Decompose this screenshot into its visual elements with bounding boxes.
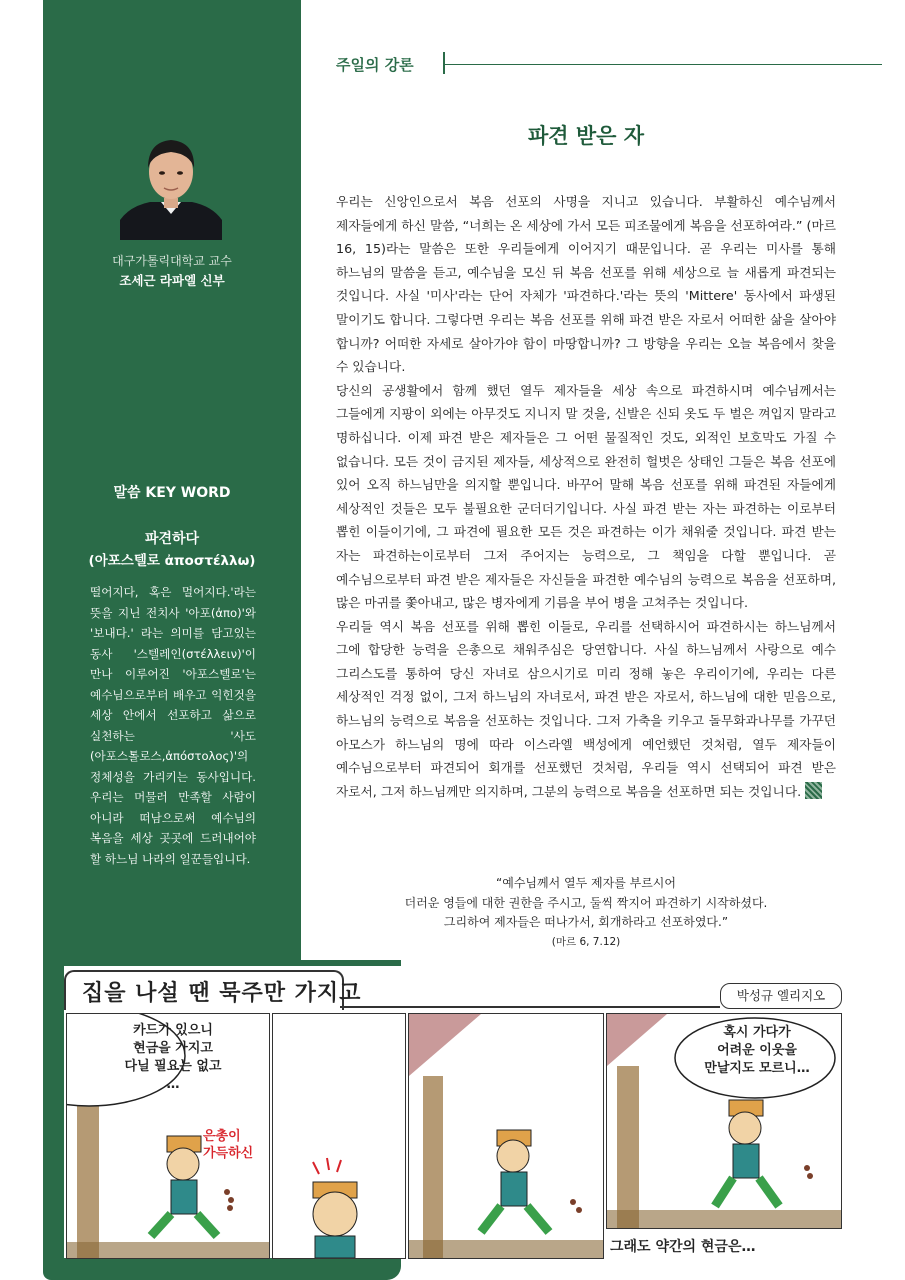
comic-title: 집을 나설 땐 묵주만 가지고 xyxy=(82,981,362,1006)
end-mark-icon xyxy=(805,782,822,799)
speech-line: 카드가 있으니 xyxy=(133,1023,213,1038)
quote-line: 그리하여 제자들은 떠나가서, 회개하라고 선포하였다.” xyxy=(443,915,729,929)
prayer-line: 은총이 xyxy=(203,1129,241,1144)
author-portrait xyxy=(120,128,222,240)
scripture-quote xyxy=(336,874,836,952)
article-title: 파견 받은 자 xyxy=(527,124,645,148)
keyword-term: 파견하다 xyxy=(144,531,200,547)
prayer-line: 가득하신 xyxy=(203,1146,254,1161)
article-paragraph: 우리는 신앙인으로서 복음 선포의 사명을 지니고 있습니다. 부활하신 예수님께서 제자들에게 하신 말씀, “너희는 온 세상에 가서 모든 피조물에게 복음을 선포하여라.” (마르 16, 15)라는 말씀은 또한 우리들에게 이어지기 때문입니다. 곧 우리는 미사를 통해 하느님의 말씀을 듣고, 예수님을 모신 뒤 복음 선포를 위해 세상으로 늘 새롭게 파견되는 것입니다. 사실 '미사'라는 단어 자체가 '파견하다.'라는 뜻의 'Mittere' 동사에서 파생된 말이기도 합니다. 그렇다면 우리는 복음 선포를 위해 파견 받은 자로서 어떠한 삶을 살아야 합니까? 어떠한 자세로 살아가야 함이 마땅합니까? 그 방향을 우리는 오늘 복음에서 찾을 수 있습니다. xyxy=(336,194,836,375)
author-affiliation: 대구가톨릭대학교 교수 xyxy=(112,254,232,268)
quote-line: 더러운 영들에 대한 권한을 주시고, 둘씩 짝지어 파견하기 시작하셨다. xyxy=(404,895,768,910)
article-body xyxy=(336,190,836,803)
speech-line: 현금을 가지고 xyxy=(133,1041,213,1056)
speech-line: 어려운 이웃을 xyxy=(717,1043,797,1058)
panel-2-art xyxy=(273,1014,405,1258)
keyword-body: 떨어지다, 혹은 멀어지다.'라는 뜻을 지닌 전치사 '아포(ἀπο)'와 '보내다.' 라는 의미를 담고있는 동사 '스텔레인(στέλλειν)'이 만나 이루어진 '아포스텔로'는 예수님으로부터 배우고 익힌것을 세상 안에서 선포하고 삶으로 실천하는 '사도(아포스톨로스,ἀπόστολος)'의 정체성을 가리키는 동사입니다. 우리는 머물러 만족할 사람이 아니라 떠남으로써 예수님의 복음을 세상 곳곳에 드러내어야 할 하느님 나라의 일꾼들입니다. xyxy=(90,585,256,866)
quote-source: (마르 6, 7.12) xyxy=(551,935,621,948)
comic-title-rule xyxy=(340,1006,720,1008)
comic-author: 박성규 엘리지오 xyxy=(720,983,842,1009)
article-paragraph-text: 우리들 역시 복음 선포를 위해 뽑힌 이들로, 우리를 선택하시어 파견하시는 하느님께서 그에 합당한 능력을 은총으로 채워주심은 당연합니다. 사실 하느님께서 사랑으로 예수 그리스도를 통하여 당신 자녀로 삼으시기로 미리 정해 놓은 우리이기에, 우리는 다른 세상적인 걱정 없이, 그저 하느님의 자녀로서, 파견 받은 자로서, 하느님에 대한 믿음으로, 하느님의 능력으로 복음을 선포하는 것입니다. 그저 가축을 키우고 돌무화과나무를 가꾸던 아모스가 하느님의 명에 따라 이스라엘 백성에게 예언했던 것처럼, 열두 제자들이 예수님으로부터 파견되어 회개를 선포했던 것처럼, 우리들 역시 선택되어 파견 받은 자로서, 그저 하느님께만 의지하며, 그분의 능력으로 복음을 선포하면 되는 것입니다. xyxy=(336,618,836,799)
panel-4-caption: 그래도 약간의 현금은… xyxy=(610,1239,756,1255)
speech-line: 만날지도 모르니… xyxy=(704,1061,810,1076)
panel-1-speech xyxy=(103,1022,243,1094)
comic-panel-2 xyxy=(272,1013,406,1259)
author-name: 조세근 라파엘 신부 xyxy=(119,273,225,288)
panel-4-speech xyxy=(691,1024,823,1078)
comic-panel-4 xyxy=(606,1013,842,1229)
quote-line: “예수님께서 열두 제자를 부르시어 xyxy=(496,876,676,890)
panel-3-art xyxy=(409,1014,603,1258)
speech-line: 혹시 가다가 xyxy=(723,1025,791,1040)
section-label: 주일의 강론 xyxy=(336,56,414,74)
article-paragraph: 당신의 공생활에서 함께 했던 열두 제자들을 세상 속으로 파견하시며 예수님께서는 그들에게 지팡이 외에는 아무것도 지니지 말 것을, 신발은 신되 옷도 두 벌은 껴입지 말라고 명하십니다. 이제 파견 받은 제자들은 그 어떤 물질적인 것도, 외적인 보호막도 가질 수 없습니다. 모든 것이 금지된 제자들, 세상적으로 완전히 헐벗은 상태인 그들은 복음 선포에 있어 오직 하느님만을 의지할 뿐입니다. 바꾸어 말해 복음 선포를 위해 파견된 자들에게 세상적인 것들은 모두 불필요한 군더더기입니다. 사실 파견 받는 자는 파견하는 이로부터 뽑힌 이들이기에, 그 파견에 필요한 모든 것은 파견하는 이가 채워줄 것입니다. 파견 받는 자는 파견하는이로부터 그저 주어지는 능력으로, 그 책임을 다할 뿐입니다. 곧 예수님으로부터 파견 받은 제자들은 자신들을 파견한 예수님의 능력으로 복음을 선포하며, 많은 마귀를 쫓아내고, 많은 병자에게 기름을 부어 병을 고쳐주는 것입니다. xyxy=(336,382,836,611)
comic-panel-1 xyxy=(66,1013,270,1259)
speech-line: 다닐 필요는 없고 xyxy=(124,1059,222,1074)
keyword-heading: 말씀 KEY WORD xyxy=(113,485,231,501)
section-rule xyxy=(444,64,882,65)
panel-1-prayer xyxy=(203,1128,253,1162)
article-paragraph xyxy=(336,615,836,804)
comic-panel-3 xyxy=(408,1013,604,1259)
keyword-gloss: (아포스텔로 ἀποστέλλω) xyxy=(88,553,256,569)
section-divider xyxy=(443,52,445,74)
speech-line: … xyxy=(166,1077,180,1092)
